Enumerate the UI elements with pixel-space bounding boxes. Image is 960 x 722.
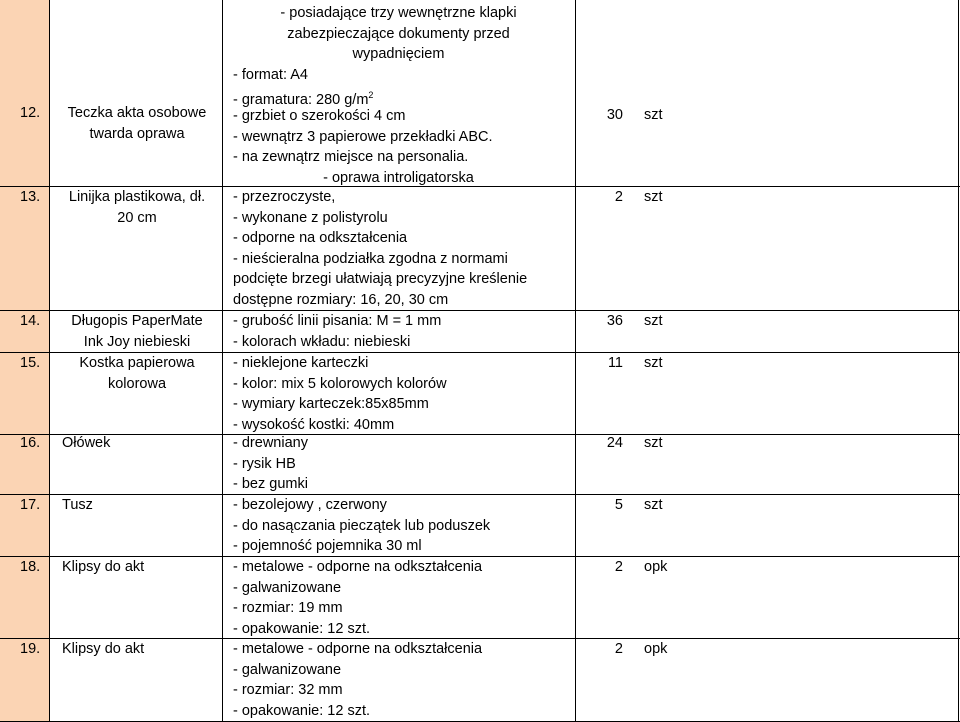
item-spec-text: - wymiary karteczek:85x85mm	[233, 396, 429, 413]
item-spec-line	[233, 290, 448, 310]
item-spec-text: - rozmiar: 32 mm	[233, 682, 343, 699]
quantity: 2	[614, 189, 623, 205]
column-divider	[222, 0, 223, 722]
item-spec-text: - drewniany	[233, 435, 308, 451]
unit: szt	[644, 107, 663, 123]
item-spec-text: - rysik HB	[233, 455, 296, 472]
item-spec-text: - nieścieralna podziałka zgodna z normami	[233, 250, 508, 267]
item-spec-text: - galwanizowane	[233, 661, 342, 678]
item-spec-text: - wykonane z polistyrolu	[233, 209, 388, 226]
row-number: 14.	[20, 313, 41, 329]
item-spec-line	[233, 619, 370, 639]
item-spec-text: - do nasączania pieczątek lub poduszek	[233, 517, 491, 534]
unit: szt	[644, 435, 663, 451]
item-spec-line	[233, 557, 482, 577]
quantity: 11	[607, 355, 623, 371]
item-spec-text: - gramatura: 280 g/m	[233, 92, 369, 109]
item-spec-line	[233, 65, 308, 85]
row-number: 19.	[20, 641, 41, 657]
item-spec-line	[233, 639, 482, 659]
item-spec-text: podcięte brzegi ułatwiają precyzyjne kreślenie	[233, 271, 528, 288]
item-spec-line	[233, 187, 335, 207]
quantity: 36	[606, 313, 623, 329]
item-name: Ink Joy niebieski	[83, 333, 191, 350]
quantity: 2	[614, 559, 623, 575]
item-spec-line	[233, 353, 368, 373]
item-spec-line	[233, 228, 407, 248]
quantity: 30	[606, 107, 623, 123]
item-spec-text: - na zewnątrz miejsce na personalia.	[233, 149, 469, 166]
item-spec-line	[233, 474, 308, 494]
item-spec-text: - pojemność pojemnika 30 ml	[233, 538, 422, 555]
item-spec-text: - format: A4	[233, 66, 308, 83]
item-spec-line	[233, 495, 387, 515]
item-spec-text: - odporne na odkształcenia	[233, 230, 408, 247]
column-divider	[49, 0, 50, 722]
row-number: 18.	[20, 559, 41, 575]
item-spec-line	[233, 415, 394, 435]
quantity: 2	[614, 641, 623, 657]
item-spec-text: - rozmiar: 19 mm	[233, 600, 343, 617]
item-name: twarda oprawa	[89, 125, 185, 142]
item-spec-line	[222, 44, 575, 64]
item-spec-line	[233, 249, 508, 269]
item-name: Ołówek	[62, 435, 111, 451]
item-spec-text: dostępne rozmiary: 16, 20, 30 cm	[233, 292, 449, 308]
item-spec-text: - wysokość kostki: 40mm	[233, 416, 395, 433]
item-spec-text: - opakowanie: 12 szt.	[233, 702, 371, 719]
superscript: 2	[368, 90, 374, 101]
item-spec-text: - kolor: mix 5 kolorowych kolorów	[233, 375, 447, 392]
item-spec-line	[233, 208, 388, 228]
item-spec-line	[233, 516, 490, 536]
quantity: 24	[606, 435, 623, 451]
number-cell-bg	[0, 0, 49, 186]
item-spec-line	[222, 3, 575, 23]
row-number: 17.	[20, 497, 41, 513]
item-spec-line	[233, 536, 422, 556]
unit: szt	[644, 189, 663, 205]
item-spec-line	[233, 394, 429, 414]
item-spec-line	[233, 701, 370, 721]
unit: szt	[644, 313, 663, 329]
item-name: 20 cm	[117, 209, 157, 226]
unit: opk	[644, 559, 668, 575]
row-number: 15.	[20, 355, 41, 371]
item-spec-text: - oprawa introligatorska	[323, 169, 474, 186]
item-spec-line	[233, 269, 527, 289]
row-number: 12.	[20, 105, 41, 121]
item-spec-line	[233, 433, 308, 453]
quantity: 5	[614, 497, 623, 513]
item-spec-line	[233, 578, 341, 598]
item-spec-text: - metalowe - odporne na odkształcenia	[233, 641, 483, 657]
item-spec-text: zabezpieczające dokumenty przed	[287, 25, 510, 42]
unit: szt	[644, 355, 663, 371]
row-number: 13.	[20, 189, 41, 205]
item-spec-line	[233, 127, 493, 147]
item-spec-text: - grubość linii pisania: M = 1 mm	[233, 313, 442, 329]
item-spec-text: - wewnątrz 3 papierowe przekładki ABC.	[233, 128, 493, 145]
item-name: Teczka akta osobowe	[67, 105, 207, 121]
item-spec-line	[222, 168, 575, 188]
item-spec-line	[233, 454, 296, 474]
unit: szt	[644, 497, 663, 513]
item-spec-text: - opakowanie: 12 szt.	[233, 620, 371, 637]
item-spec-line	[222, 24, 575, 44]
item-spec-line	[233, 147, 468, 167]
item-name: Kostka papierowa	[79, 355, 195, 371]
item-spec-line	[233, 598, 343, 618]
item-spec-line	[233, 374, 447, 394]
item-name: Tusz	[62, 497, 93, 513]
item-name: Klipsy do akt	[62, 559, 145, 575]
item-name: Klipsy do akt	[62, 641, 145, 657]
item-name: kolorowa	[107, 375, 167, 392]
item-spec-line	[233, 680, 343, 700]
item-spec-line	[233, 332, 410, 352]
item-name: Długopis PaperMate	[71, 313, 203, 329]
item-spec-text: - metalowe - odporne na odkształcenia	[233, 559, 483, 575]
item-spec-text: - przezroczyste,	[233, 189, 336, 205]
item-name: Linijka plastikowa, dł.	[68, 189, 206, 205]
item-spec-text: - bezolejowy , czerwony	[233, 497, 387, 513]
item-spec-text: - bez gumki	[233, 476, 308, 493]
row-number: 16.	[20, 435, 41, 451]
item-spec-text: - nieklejone karteczki	[233, 355, 369, 371]
item-spec-text: - grzbiet o szerokości 4 cm	[233, 108, 406, 124]
item-spec-line	[233, 660, 341, 680]
unit: opk	[644, 641, 668, 657]
item-spec-text: - posiadające trzy wewnętrzne klapki	[280, 5, 517, 21]
item-spec-text: wypadnięciem	[352, 46, 445, 63]
item-spec-line	[233, 106, 405, 126]
column-divider	[958, 0, 959, 722]
item-spec-text: - galwanizowane	[233, 579, 342, 596]
item-spec-line	[233, 311, 441, 331]
item-spec-text: - kolorach wkładu: niebieski	[233, 333, 411, 350]
